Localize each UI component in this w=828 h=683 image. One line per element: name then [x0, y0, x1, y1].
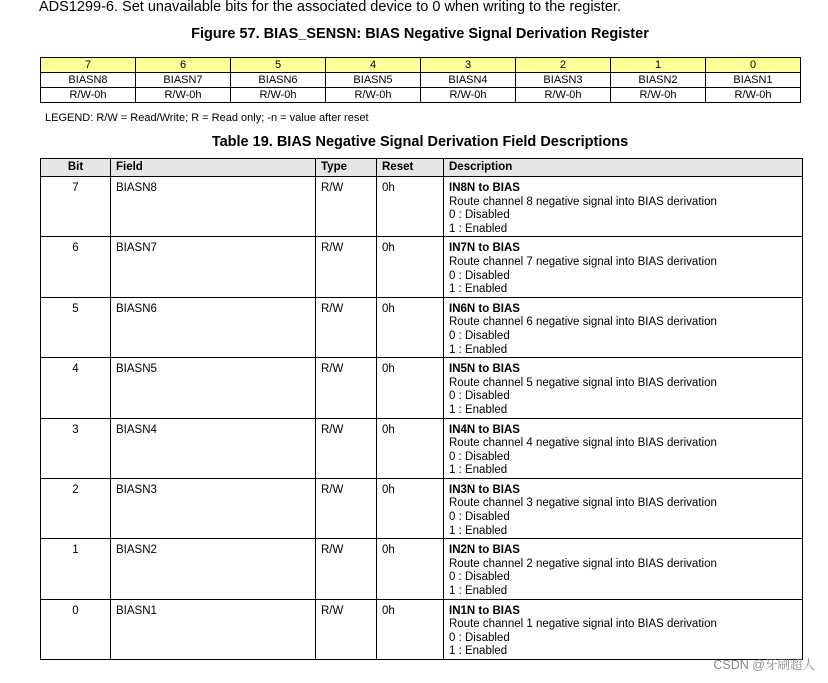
description-text: Route channel 4 negative signal into BIAS derivation [449, 437, 717, 450]
table-row [41, 418, 803, 478]
register-bit-cell: 4 [326, 58, 421, 73]
field-cell: BIASN8 [111, 177, 316, 237]
description-text: Route channel 1 negative signal into BIAS derivation [449, 618, 717, 631]
register-access-cell: R/W-0h [136, 88, 231, 103]
description-text: Route channel 8 negative signal into BIAS derivation [449, 195, 717, 208]
table-row [41, 358, 803, 418]
description-option-0: 0 : Disabled [449, 631, 510, 644]
type-cell: R/W [316, 297, 377, 357]
bit-cell: 2 [41, 478, 111, 538]
bit-cell: 3 [41, 418, 111, 478]
header-reset: Reset [377, 159, 444, 177]
register-field-cell: BIASN3 [516, 73, 611, 88]
description-cell [444, 177, 803, 237]
field-cell: BIASN6 [111, 297, 316, 357]
reset-cell: 0h [377, 297, 444, 357]
register-access-cell: R/W-0h [516, 88, 611, 103]
table-header-row [41, 159, 803, 177]
description-option-1: 1 : Enabled [449, 464, 508, 477]
field-description-table [40, 158, 803, 660]
type-cell: R/W [316, 539, 377, 599]
register-access-cell: R/W-0h [706, 88, 801, 103]
register-field-cell: BIASN5 [326, 73, 421, 88]
description-title: IN8N to BIAS [449, 182, 520, 194]
field-cell: BIASN7 [111, 237, 316, 297]
type-cell: R/W [316, 358, 377, 418]
register-bit-cell: 5 [231, 58, 326, 73]
description-text: Route channel 7 negative signal into BIAS derivation [449, 255, 717, 268]
reset-cell: 0h [377, 358, 444, 418]
bit-cell: 4 [41, 358, 111, 418]
description-text: Route channel 3 negative signal into BIAS derivation [449, 497, 717, 510]
description-text: Route channel 5 negative signal into BIAS derivation [449, 376, 717, 389]
reset-cell: 0h [377, 539, 444, 599]
register-bit-row [41, 58, 801, 73]
intro-text: ADS1299-6. Set unavailable bits for the associated device to 0 when writing to the register. [39, 0, 621, 15]
register-access-cell: R/W-0h [231, 88, 326, 103]
register-field-cell: BIASN6 [231, 73, 326, 88]
description-option-1: 1 : Enabled [449, 403, 508, 416]
description-option-0: 0 : Disabled [449, 329, 510, 342]
description-option-0: 0 : Disabled [449, 511, 510, 524]
description-option-0: 0 : Disabled [449, 571, 510, 584]
description-text: Route channel 6 negative signal into BIAS derivation [449, 316, 717, 329]
field-cell: BIASN5 [111, 358, 316, 418]
bit-cell: 0 [41, 599, 111, 659]
reset-cell: 0h [377, 418, 444, 478]
field-cell: BIASN3 [111, 478, 316, 538]
description-title: IN4N to BIAS [449, 423, 520, 436]
description-title: IN3N to BIAS [449, 483, 520, 496]
register-bit-cell: 6 [136, 58, 231, 73]
register-bit-cell: 2 [516, 58, 611, 73]
reset-cell: 0h [377, 237, 444, 297]
field-cell: BIASN1 [111, 599, 316, 659]
register-bit-cell: 3 [421, 58, 516, 73]
description-option-1: 1 : Enabled [449, 343, 508, 356]
table-row [41, 297, 803, 357]
reset-cell: 0h [377, 478, 444, 538]
register-bit-cell: 7 [41, 58, 136, 73]
register-field-cell: BIASN8 [41, 73, 136, 88]
bit-cell: 7 [41, 177, 111, 237]
table-row [41, 237, 803, 297]
description-option-0: 0 : Disabled [449, 269, 510, 282]
description-option-1: 1 : Enabled [449, 222, 508, 235]
header-field: Field [111, 159, 316, 177]
register-diagram [40, 57, 801, 103]
bit-cell: 6 [41, 237, 111, 297]
description-option-1: 1 : Enabled [449, 585, 508, 598]
description-option-0: 0 : Disabled [449, 209, 510, 222]
register-access-cell: R/W-0h [421, 88, 516, 103]
description-cell [444, 358, 803, 418]
table-row [41, 539, 803, 599]
register-field-row [41, 73, 801, 88]
description-title: IN5N to BIAS [449, 363, 520, 376]
description-cell [444, 539, 803, 599]
register-access-cell: R/W-0h [611, 88, 706, 103]
description-cell [444, 297, 803, 357]
register-bit-cell: 0 [706, 58, 801, 73]
description-option-1: 1 : Enabled [449, 645, 508, 658]
header-description: Description [444, 159, 803, 177]
description-cell [444, 418, 803, 478]
description-title: IN1N to BIAS [449, 604, 520, 617]
description-cell [444, 599, 803, 659]
type-cell: R/W [316, 418, 377, 478]
description-title: IN7N to BIAS [449, 242, 520, 255]
description-cell [444, 478, 803, 538]
bit-cell: 5 [41, 297, 111, 357]
register-bit-cell: 1 [611, 58, 706, 73]
bit-cell: 1 [41, 539, 111, 599]
register-field-cell: BIASN4 [421, 73, 516, 88]
description-option-1: 1 : Enabled [449, 283, 508, 296]
watermark: CSDN @牙刷超人 [713, 658, 815, 672]
reset-cell: 0h [377, 177, 444, 237]
figure-title: Figure 57. BIAS_SENSN: BIAS Negative Signal Derivation Register [191, 26, 649, 42]
description-option-1: 1 : Enabled [449, 524, 508, 537]
table-row [41, 599, 803, 659]
type-cell: R/W [316, 478, 377, 538]
table-row [41, 478, 803, 538]
legend-text: LEGEND: R/W = Read/Write; R = Read only; -n = value after reset [45, 112, 369, 124]
field-cell: BIASN2 [111, 539, 316, 599]
description-title: IN6N to BIAS [449, 302, 520, 315]
type-cell: R/W [316, 599, 377, 659]
table-row [41, 177, 803, 237]
description-option-0: 0 : Disabled [449, 390, 510, 403]
description-option-0: 0 : Disabled [449, 450, 510, 463]
register-access-cell: R/W-0h [326, 88, 421, 103]
header-type: Type [316, 159, 377, 177]
register-field-cell: BIASN7 [136, 73, 231, 88]
register-access-cell: R/W-0h [41, 88, 136, 103]
description-text: Route channel 2 negative signal into BIAS derivation [449, 557, 717, 570]
type-cell: R/W [316, 177, 377, 237]
type-cell: R/W [316, 237, 377, 297]
register-field-cell: BIASN1 [706, 73, 801, 88]
field-cell: BIASN4 [111, 418, 316, 478]
header-bit: Bit [41, 159, 111, 177]
description-title: IN2N to BIAS [449, 544, 520, 557]
register-field-cell: BIASN2 [611, 73, 706, 88]
register-access-row [41, 88, 801, 103]
table-title: Table 19. BIAS Negative Signal Derivation Field Descriptions [211, 134, 629, 150]
reset-cell: 0h [377, 599, 444, 659]
description-cell [444, 237, 803, 297]
